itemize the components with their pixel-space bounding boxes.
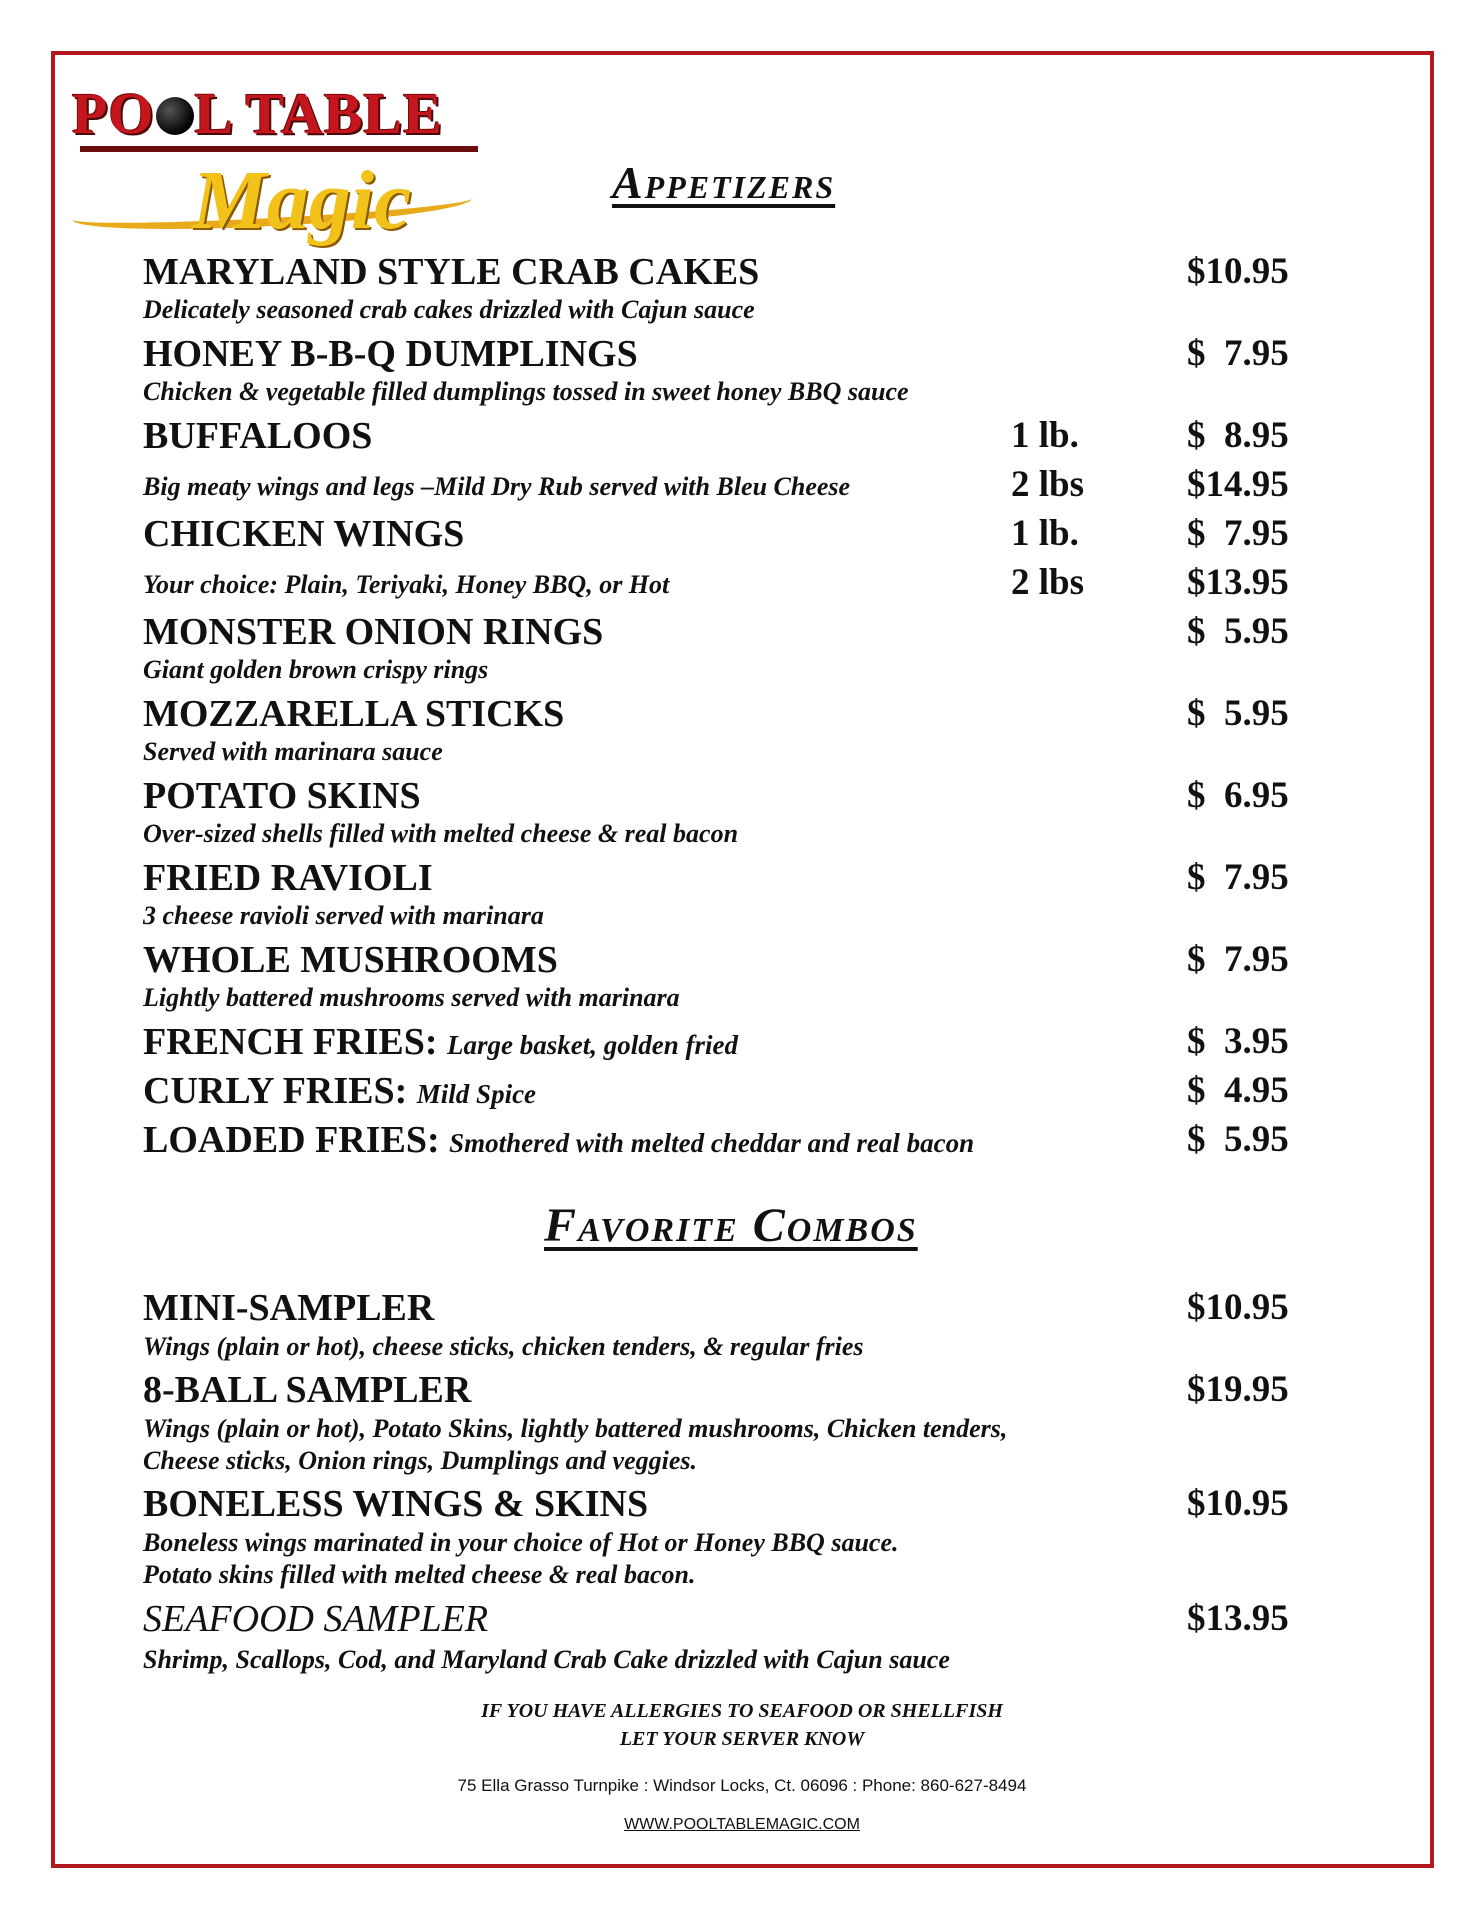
- item-price: $ 7.95: [1187, 513, 1289, 554]
- item-description: Mild Spice: [416, 1079, 537, 1109]
- item-name: HONEY B-B-Q DUMPLINGS: [143, 333, 638, 375]
- item-price: $ 5.95: [1187, 693, 1289, 734]
- item-description: Shrimp, Scallops, Cod, and Maryland Crab Cake drizzled with Cajun sauce: [143, 1645, 950, 1674]
- item-description: Chicken & vegetable filled dumplings tossed in sweet honey BBQ sauce: [143, 377, 909, 406]
- logo-script-text: Magic: [192, 154, 412, 247]
- item-name-text: LOADED FRIES:: [143, 1119, 440, 1161]
- allergy-notice-line1: IF YOU HAVE ALLERGIES TO SEAFOOD OR SHELLFISH: [481, 1700, 1003, 1722]
- item-description-line2: Potato skins filled with melted cheese & real bacon.: [143, 1560, 696, 1589]
- item-description: Big meaty wings and legs –Mild Dry Rub served with Bleu Cheese: [143, 472, 851, 501]
- item-name-text: CURLY FRIES:: [143, 1070, 408, 1112]
- item-description: Your choice: Plain, Teriyaki, Honey BBQ, or Hot: [143, 570, 670, 599]
- item-quantity: 1 lb.: [1011, 513, 1079, 554]
- item-price: $13.95: [1187, 562, 1289, 603]
- eight-ball-icon: [156, 97, 194, 135]
- item-name-text: FRENCH FRIES:: [143, 1021, 438, 1063]
- item-name: BUFFALOOS: [143, 415, 373, 457]
- item-description: Delicately seasoned crab cakes drizzled with Cajun sauce: [143, 295, 755, 324]
- item-description: Boneless wings marinated in your choice of Hot or Honey BBQ sauce.: [143, 1528, 899, 1557]
- item-price: $ 6.95: [1187, 775, 1289, 816]
- item-price: $ 8.95: [1187, 415, 1289, 456]
- item-quantity: 2 lbs: [1011, 464, 1085, 505]
- item-description: Wings (plain or hot), Potato Skins, lightly battered mushrooms, Chicken tenders,: [143, 1414, 1008, 1443]
- item-price: $ 7.95: [1187, 333, 1289, 374]
- item-description: Giant golden brown crispy rings: [143, 655, 489, 684]
- item-name: POTATO SKINS: [143, 775, 421, 817]
- item-price: $ 4.95: [1187, 1070, 1289, 1111]
- item-price: $14.95: [1187, 464, 1289, 505]
- combos-title: Favorite Combos: [544, 1199, 918, 1252]
- item-price: $ 7.95: [1187, 857, 1289, 898]
- item-price: $10.95: [1187, 1287, 1289, 1328]
- item-name: CHICKEN WINGS: [143, 513, 465, 555]
- item-name-with-inline-description: [143, 1020, 738, 1064]
- item-description: Large basket, golden fried: [447, 1030, 738, 1060]
- item-name: FRIED RAVIOLI: [143, 857, 433, 899]
- item-name: WHOLE MUSHROOMS: [143, 939, 558, 981]
- appetizers-title: Appetizers: [612, 157, 836, 208]
- allergy-notice-line2: LET YOUR SERVER KNOW: [619, 1728, 865, 1750]
- item-quantity: 2 lbs: [1011, 562, 1085, 603]
- item-price: $10.95: [1187, 1483, 1289, 1524]
- item-name: MOZZARELLA STICKS: [143, 693, 565, 735]
- item-name-with-inline-description: [143, 1069, 536, 1113]
- item-name: MARYLAND STYLE CRAB CAKES: [143, 251, 760, 293]
- item-description: Lightly battered mushrooms served with marinara: [143, 983, 680, 1012]
- item-name: BONELESS WINGS & SKINS: [143, 1483, 649, 1525]
- website-link[interactable]: WWW.POOLTABLEMAGIC.COM: [624, 1816, 860, 1833]
- item-price: $10.95: [1187, 251, 1289, 292]
- pool-table-magic-logo: [72, 80, 487, 245]
- item-name-with-inline-description: [143, 1118, 974, 1162]
- logo-text-part2: L TABLE: [194, 81, 443, 146]
- item-description: Wings (plain or hot), cheese sticks, chicken tenders, & regular fries: [143, 1332, 864, 1361]
- logo-text-part1: PO: [72, 81, 155, 146]
- item-quantity: 1 lb.: [1011, 415, 1079, 456]
- item-price: $ 7.95: [1187, 939, 1289, 980]
- address-phone: 75 Ella Grasso Turnpike : Windsor Locks, Ct. 06096 : Phone: 860-627-8494: [457, 1776, 1027, 1795]
- item-price: $ 3.95: [1187, 1021, 1289, 1062]
- item-name: 8-BALL SAMPLER: [143, 1369, 472, 1411]
- item-price: $13.95: [1187, 1598, 1289, 1639]
- item-name: MINI-SAMPLER: [143, 1287, 435, 1329]
- item-description: Served with marinara sauce: [143, 737, 443, 766]
- item-name: MONSTER ONION RINGS: [143, 611, 604, 653]
- item-description: Over-sized shells filled with melted cheese & real bacon: [143, 819, 739, 848]
- item-description: 3 cheese ravioli served with marinara: [143, 901, 544, 930]
- item-description: Smothered with melted cheddar and real bacon: [449, 1128, 975, 1158]
- item-price: $19.95: [1187, 1369, 1289, 1410]
- item-price: $ 5.95: [1187, 611, 1289, 652]
- item-name: SEAFOOD SAMPLER: [143, 1598, 489, 1640]
- item-description-line2: Cheese sticks, Onion rings, Dumplings and veggies.: [143, 1446, 698, 1475]
- item-price: $ 5.95: [1187, 1119, 1289, 1160]
